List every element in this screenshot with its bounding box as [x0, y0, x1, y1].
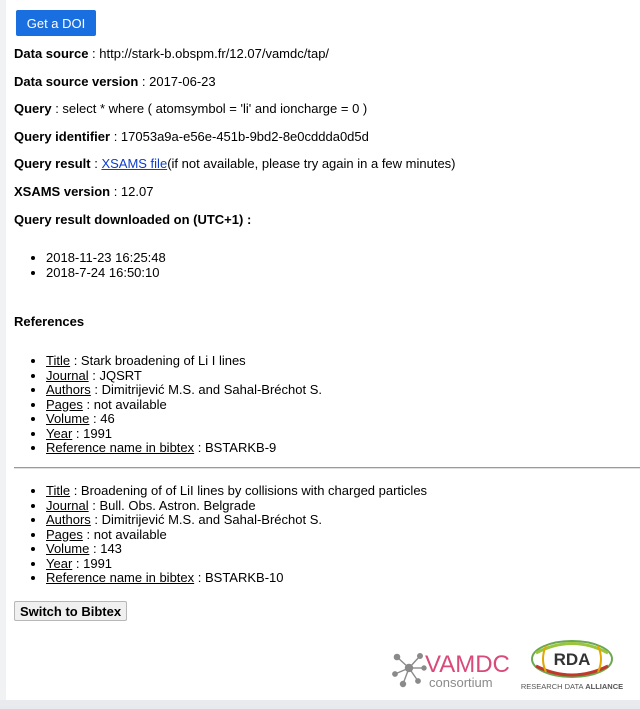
ref-year-link[interactable]: Year	[46, 425, 73, 441]
reference-list-2	[14, 484, 427, 586]
data-source-label: Data source	[14, 46, 89, 61]
ref-title-link[interactable]: Title	[46, 483, 71, 498]
references-heading	[14, 314, 84, 329]
reference-list-1	[14, 354, 322, 456]
switch-to-bibtex-button[interactable]: Switch to Bibtex	[14, 601, 127, 621]
data-source-line	[14, 46, 329, 61]
query-result-line	[14, 156, 456, 171]
ref-title-link[interactable]: Title	[46, 353, 71, 368]
ref-year-link[interactable]: Year	[46, 555, 73, 571]
get-doi-button[interactable]: Get a DOI	[16, 10, 96, 36]
vamdc-logo	[391, 648, 516, 690]
ref-pages-item	[46, 528, 427, 543]
query-identifier-line	[14, 129, 369, 144]
ref-bibtex-link[interactable]: Reference name in bibtex	[46, 440, 195, 455]
data-source-version-line	[14, 74, 216, 89]
query-value: : select * where ( atomsymbol = 'li' and ioncharge = 0 )	[51, 101, 368, 116]
ref-volume-link[interactable]: Volume	[46, 541, 90, 556]
ref-year-item	[46, 427, 322, 442]
download-dates-list	[14, 251, 166, 280]
query-line	[14, 101, 367, 116]
vamdc-logo-text: VAMDC	[425, 651, 510, 678]
ref-authors-value: : Dimitrijević M.S. and Sahal-Bréchot S.	[90, 382, 323, 397]
ref-authors-value: : Dimitrijević M.S. and Sahal-Bréchot S.	[90, 512, 323, 527]
data-source-value: : http://stark-b.obspm.fr/12.07/vamdc/tap/	[88, 46, 330, 61]
ref-bibtex-item	[46, 571, 427, 586]
ref-bibtex-value: : BSTARKB-9	[194, 440, 277, 455]
query-result-label: Query result	[14, 156, 91, 171]
ref-journal-item	[46, 369, 322, 384]
list-item: • 2018-7-24 16:50:10	[46, 266, 166, 281]
ref-year-value: : 1991	[72, 425, 113, 441]
rda-logo	[520, 640, 624, 692]
query-identifier-label: Query identifier	[14, 129, 111, 144]
ref-volume-value: : 46	[89, 411, 115, 426]
ref-authors-link[interactable]: Authors	[46, 512, 91, 527]
references-heading-text: References	[14, 314, 85, 329]
query-result-sep: :	[90, 156, 102, 171]
xsams-file-link[interactable]: XSAMS file	[101, 156, 168, 171]
ref-year-item	[46, 557, 427, 572]
ref-volume-item	[46, 542, 427, 557]
reference-separator	[14, 467, 640, 469]
vamdc-logo-subtext: consortium	[429, 675, 493, 690]
ref-year-value: : 1991	[72, 555, 113, 571]
ref-pages-link[interactable]: Pages	[46, 396, 83, 412]
ref-journal-value: : JQSRT	[88, 367, 142, 383]
ref-bibtex-link[interactable]: Reference name in bibtex	[46, 570, 195, 585]
ref-title-value: : Broadening of of LiI lines by collisions with charged particles	[70, 483, 428, 498]
ref-authors-item	[46, 383, 322, 398]
ref-bibtex-item	[46, 441, 322, 456]
rda-sub-2: ALLIANCE	[585, 682, 624, 691]
rda-logo-text: RDA	[553, 650, 591, 669]
query-result-note: (if not available, please try again in a few minutes)	[167, 156, 456, 171]
xsams-version-value: : 12.07	[110, 184, 154, 199]
ref-pages-value: : not available	[82, 396, 167, 412]
ref-journal-item	[46, 499, 427, 514]
ref-bibtex-value: : BSTARKB-10	[194, 570, 284, 585]
ref-title-item	[46, 354, 322, 369]
ref-volume-link[interactable]: Volume	[46, 411, 90, 426]
ref-title-item	[46, 484, 427, 499]
ref-journal-link[interactable]: Journal	[46, 367, 89, 383]
ref-title-value: : Stark broadening of Li I lines	[70, 353, 246, 368]
page-content	[6, 0, 640, 700]
data-source-version-label: Data source version	[14, 74, 139, 89]
xsams-version-line	[14, 184, 153, 199]
ref-journal-link[interactable]: Journal	[46, 497, 89, 513]
ref-authors-link[interactable]: Authors	[46, 382, 91, 397]
query-label: Query	[14, 101, 52, 116]
ref-pages-link[interactable]: Pages	[46, 526, 83, 542]
query-identifier-value: : 17053a9a-e56e-451b-9bd2-8e0cddda0d5d	[110, 129, 369, 144]
ref-journal-value: : Bull. Obs. Astron. Belgrade	[88, 497, 256, 513]
data-source-version-value: : 2017-06-23	[138, 74, 216, 89]
downloaded-on-label: Query result downloaded on (UTC+1) :	[14, 212, 252, 227]
ref-pages-item	[46, 398, 322, 413]
list-item: • 2018-11-23 16:25:48	[46, 251, 166, 266]
ref-volume-item	[46, 412, 322, 427]
ref-authors-item	[46, 513, 427, 528]
ref-volume-value: : 143	[89, 541, 122, 556]
xsams-version-label: XSAMS version	[14, 184, 111, 199]
ref-pages-value: : not available	[82, 526, 167, 542]
rda-sub-1: RESEARCH DATA	[520, 682, 586, 691]
downloaded-on-line	[14, 212, 251, 227]
page-frame-bottom	[0, 700, 640, 709]
rda-logo-subtext	[521, 682, 623, 691]
